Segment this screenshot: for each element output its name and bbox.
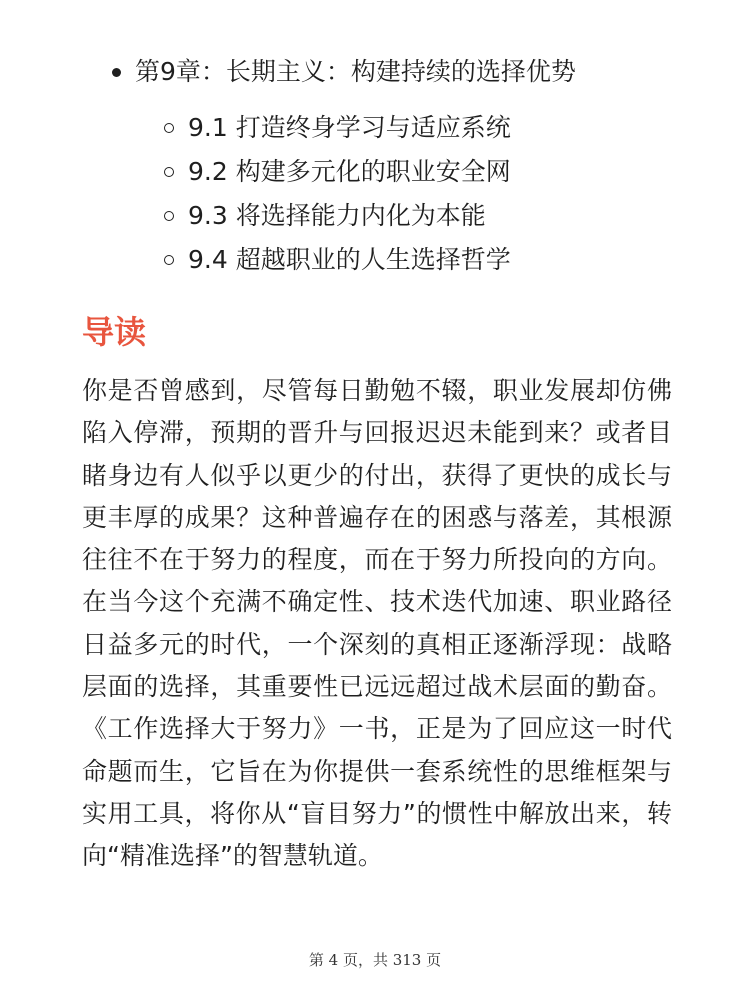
section-title: 9.2 构建多元化的职业安全网 — [188, 157, 511, 186]
circle-bullet-icon — [164, 255, 174, 265]
section-title: 9.1 打造终身学习与适应系统 — [188, 113, 511, 142]
disc-bullet-icon — [112, 68, 121, 77]
section-item — [164, 194, 511, 238]
section-item — [164, 106, 511, 150]
page-number: 第 4 页，共 313 页 — [308, 951, 442, 969]
circle-bullet-icon — [164, 167, 174, 177]
section-title: 9.4 超越职业的人生选择哲学 — [188, 245, 511, 274]
intro-paragraph: 你是否曾感到，尽管每日勤勉不辍，职业发展却仿佛陷入停滞，预期的晋升与回报迟迟未能到来？或者目睹身边有人似乎以更少的付出，获得了更快的成长与更丰厚的成果？这种普遍存在的困惑与落差，其根源往往不在于努力的程度，而在于努力所投向的方向。在当今这个充满不确定性、技术迭代加速、职业路径日益多元的时代，一个深刻的真相正逐渐浮现：战略层面的选择，其重要性已远远超过战术层面的勤奋。《工作选择大于努力》一书，正是为了回应这一时代命题而生，它旨在为你提供一套系统性的思维框架与实用工具，将你从“盲目努力”的惯性中解放出来，转向“精准选择”的智慧轨道。 — [82, 376, 672, 871]
circle-bullet-icon — [164, 123, 174, 133]
section-item — [164, 238, 511, 282]
intro-heading: 导读 — [82, 313, 147, 351]
chapter-title: 第9章：长期主义：构建持续的选择优势 — [135, 57, 576, 86]
section-list — [164, 106, 511, 282]
section-title: 9.3 将选择能力内化为本能 — [188, 201, 486, 230]
circle-bullet-icon — [164, 211, 174, 221]
section-item — [164, 150, 511, 194]
chapter-list-item — [112, 52, 576, 92]
